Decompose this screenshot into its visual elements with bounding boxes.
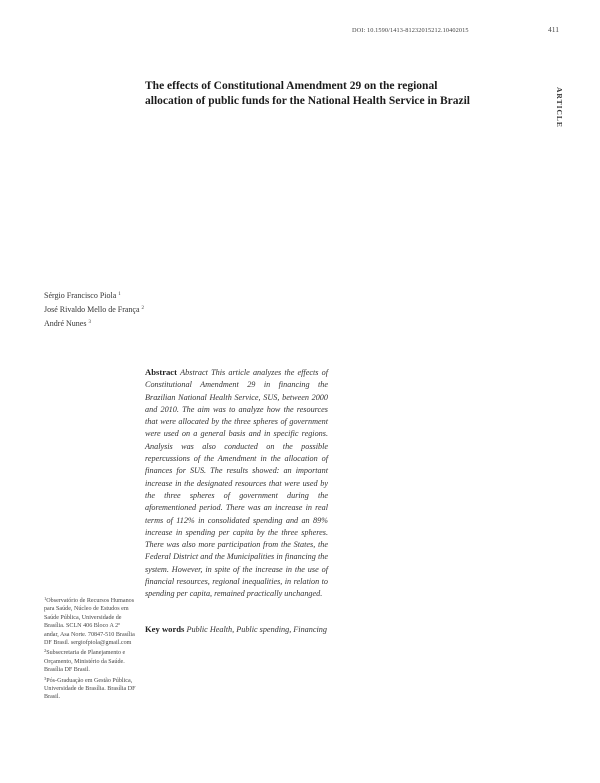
affiliation-item <box>44 675 136 702</box>
affiliation-item <box>44 595 136 647</box>
abstract <box>145 366 328 601</box>
keywords-label: Key words <box>145 624 185 634</box>
keywords-text: Public Health, Public spending, Financing <box>186 625 327 634</box>
affiliation-text: Subsecretaria de Planejamento e Orçamento, Ministério da Saúde. Brasília DF Brasil. <box>44 650 126 674</box>
author-name: Sérgio Francisco Piola <box>44 291 117 300</box>
author-list <box>44 288 264 330</box>
author-name: José Rivaldo Mello de França <box>44 305 140 314</box>
affiliation-text: Observatório de Recursos Humanos para Saúde, Núcleo de Estudos em Saúde Pública, Universidade de Brasília. SCLN 406 Bloco A 2º andar, Asa Norte. 70847-510 Brasília DF Brasil. sergiofpiola@gmail.com <box>44 598 135 647</box>
affiliations <box>44 595 136 702</box>
author-item <box>44 316 264 330</box>
author-affiliation-mark: 3 <box>88 320 91 325</box>
keywords <box>145 623 328 636</box>
doi-label: DOI: 10.1590/1413-81232015212.10402015 <box>352 27 469 34</box>
abstract-text: Abstract This article analyzes the effects of Constitutional Amendment 29 in financing the Brazilian National Health Service, SUS, between 2000 and 2010. The aim was to analyze how the resources that were allocated by the three spheres of government were used on a general basis and in specific regions. Analysis was also conducted on the possible repercussions of the Amendment in the allocation of finances for SUS. The results showed: an important increase in the designated resources that were used by the three spheres of government during the aforementioned period. There was an increase in real terms of 112% in consolidated spending and an 89% increase in spending per capita by the three spheres. There was also more participation from the States, the Federal District and the Municipalities in financing the system. However, in spite of the increase in the use of financial resources, regional inequalities, in relation to spending per capita, remained practically unchanged. <box>145 368 328 599</box>
author-item <box>44 288 264 302</box>
author-name: André Nunes <box>44 319 87 328</box>
affiliation-text: Pós-Graduação em Gestão Pública, Universidade de Brasília. Brasília DF Brasil. <box>44 677 136 701</box>
affiliation-item <box>44 647 136 674</box>
article-title: The effects of Constitutional Amendment 29 on the regional allocation of public funds for the National Health Service in Brazil <box>145 80 470 107</box>
section-label: ARTICLE <box>555 87 564 128</box>
abstract-label: Abstract <box>145 367 177 377</box>
author-item <box>44 302 264 316</box>
author-affiliation-mark: 1 <box>118 292 121 297</box>
affiliation-mark: 3 <box>44 675 47 681</box>
author-affiliation-mark: 2 <box>141 306 145 311</box>
affiliation-mark: 1 <box>44 596 47 601</box>
page-number: 411 <box>548 25 559 34</box>
affiliation-mark: 2 <box>44 648 47 654</box>
